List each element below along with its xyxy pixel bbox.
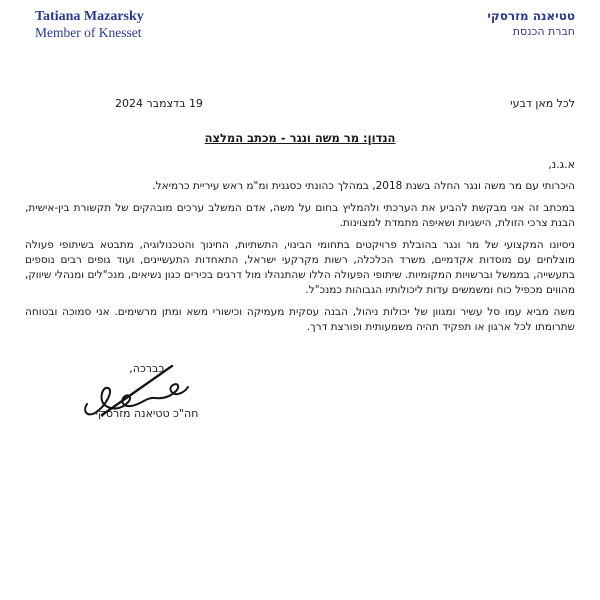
closing-block: [68, 362, 226, 424]
greeting-line: א.ג.נ,: [548, 158, 575, 171]
paragraph-2: במכתב זה אני מבקשת להביע את הערכתי ולהמליץ בחום על משה, אדם המשלב ערכים מובהקים של תקשורת בין-אישית, הבנת צרכי הזולת, הישגיות ושאיפה מתמדת למצוינות.: [25, 202, 575, 229]
letter-body: [25, 179, 575, 342]
letterhead-name-he: טטיאנה מזרסקי: [487, 9, 575, 23]
letterhead-role-he: חברת הכנסת: [512, 25, 575, 38]
subject-line: הנדון: מר משה ונגר - מכתב המלצה: [204, 131, 396, 145]
valediction: בברכה,: [129, 362, 165, 375]
paragraph-3: ניסיונו המקצועי של מר ונגר בהובלת פרויקטים בתחומי הבינוי, התשתיות, החינוך והטכנולוגיה, מתבטא בשיתופי פעולה מוצלחים עם מוסדות אקדמיים, משרד הכלכלה, רשות מקרקעי ישראל, התאחדות התעשיינים, ועוד גופים רבים נוספים בתעשייה, בממשל וברשויות המקומיות. שיתופי הפעולה הללו שהתנהלו מול דרגים בכירים כגון נשיאים, מנכ"לים ומנהלי שיווק, מהווים מכפיל כוח ומשמשים עדות ליכולותיו הגבוהות כמנכ"ל.: [25, 239, 575, 296]
paragraph-1: היכרותי עם מר משה ונגר החלה בשנת 2018, במהלך כהונתי כסגנית ומ"מ ראש עיריית כרמיאל.: [152, 180, 575, 192]
letterhead-hebrew: [487, 9, 575, 39]
letterhead-role-en: Member of Knesset: [35, 25, 142, 40]
date-line: 19 בדצמבר 2024: [115, 97, 203, 110]
letterhead-english: [35, 8, 144, 41]
letterhead-name-en: Tatiana Mazarsky: [35, 9, 144, 24]
signer-name: חה"כ טטיאנה מזרסקי: [95, 407, 199, 420]
paragraph-4: משה מביא עמו סל עשיר ומגוון של יכולות ניהול, הבנה עסקית מעמיקה וכישורי משא ומתן מרשימים. אני סמוכה ובטוחה שתרומתו לכל ארגון או תפקיד תהיה משמעותית ופורצת דרך.: [25, 306, 575, 333]
recipient-line: לכל מאן דבעי: [510, 97, 575, 110]
